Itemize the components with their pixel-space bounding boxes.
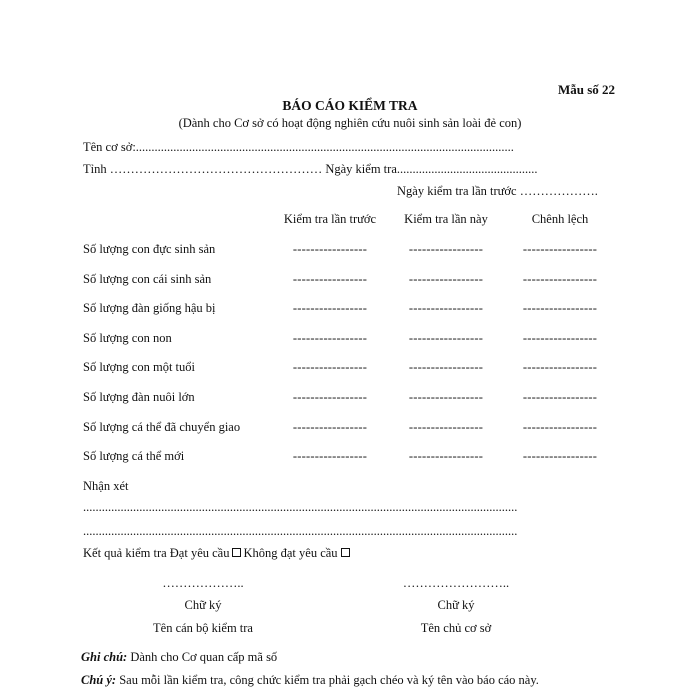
row-label: Số lượng cá thể mới [83,449,185,463]
row-label: Số lượng con non [83,331,172,345]
cell-difference: ----------------- [522,420,598,434]
cell-previous: ----------------- [292,390,368,404]
cell-difference: ----------------- [522,449,598,463]
inspector-name-label: Tên cán bộ kiểm tra [153,621,253,635]
attention-line [81,673,539,688]
cell-current: ----------------- [408,360,484,374]
column-header-difference: Chênh lệch [531,212,589,226]
inspector-signature-dots: ……………….. [162,576,244,590]
cell-difference: ----------------- [522,242,598,256]
cell-previous: ----------------- [292,242,368,256]
cell-previous: ----------------- [292,331,368,345]
note-line [81,650,277,665]
previous-inspection-date-line: Ngày kiểm tra lần trước ………………. [397,184,598,198]
row-label: Số lượng con cái sinh sản [83,272,212,286]
column-header-previous: Kiểm tra lần trước [283,212,377,226]
cell-current: ----------------- [408,420,484,434]
cell-current: ----------------- [408,301,484,315]
cell-previous: ----------------- [292,360,368,374]
remarks-line: ........................................................................................................................................... [83,524,518,538]
cell-difference: ----------------- [522,360,598,374]
attention-label: Chú ý: [81,673,117,687]
owner-signature-dots: …………………….. [402,576,510,590]
owner-name-label: Tên chủ cơ sở [420,621,492,635]
note-text: Dành cho Cơ quan cấp mã số [127,650,278,664]
cell-difference: ----------------- [522,331,598,345]
inspector-signature-label: Chữ ký [184,598,222,612]
fail-checkbox[interactable] [341,548,350,557]
cell-previous: ----------------- [292,272,368,286]
cell-previous: ----------------- [292,449,368,463]
row-label: Số lượng đàn nuôi lớn [83,390,195,404]
form-number: Mẫu số 22 [558,82,616,97]
cell-difference: ----------------- [522,272,598,286]
report-title: BÁO CÁO KIỂM TRA [282,98,418,113]
result-pass-label: Kết quả kiểm tra Đạt yêu cầu [83,546,230,560]
cell-current: ----------------- [408,242,484,256]
remarks-label: Nhận xét [83,479,129,493]
inspection-result-line [83,546,352,561]
row-label: Số lượng đàn giống hậu bị [83,301,216,315]
cell-current: ----------------- [408,331,484,345]
facility-name-line: Tên cơ sở:......................................................................................................................... [83,140,514,154]
cell-previous: ----------------- [292,420,368,434]
cell-difference: ----------------- [522,301,598,315]
pass-checkbox[interactable] [232,548,241,557]
remarks-line: ........................................................................................................................................... [83,500,518,514]
owner-signature-label: Chữ ký [437,598,475,612]
row-label: Số lượng cá thể đã chuyển giao [83,420,241,434]
attention-text: Sau mỗi lần kiểm tra, công chức kiểm tra phải gạch chéo và ký tên vào báo cáo này. [116,673,539,687]
cell-current: ----------------- [408,449,484,463]
report-subtitle: (Dành cho Cơ sở có hoạt động nghiên cứu nuôi sinh sản loài đẻ con) [178,116,522,130]
column-header-current: Kiểm tra lần này [404,212,488,226]
cell-current: ----------------- [408,390,484,404]
cell-current: ----------------- [408,272,484,286]
province-date-line: Tỉnh …………………………………………… Ngày kiểm tra............................................. [83,162,538,176]
cell-difference: ----------------- [522,390,598,404]
cell-previous: ----------------- [292,301,368,315]
result-fail-label: Không đạt yêu cầu [243,546,338,560]
row-label: Số lượng con đực sinh sản [83,242,216,256]
row-label: Số lượng con một tuổi [83,360,195,374]
note-label: Ghi chú: [81,650,128,664]
